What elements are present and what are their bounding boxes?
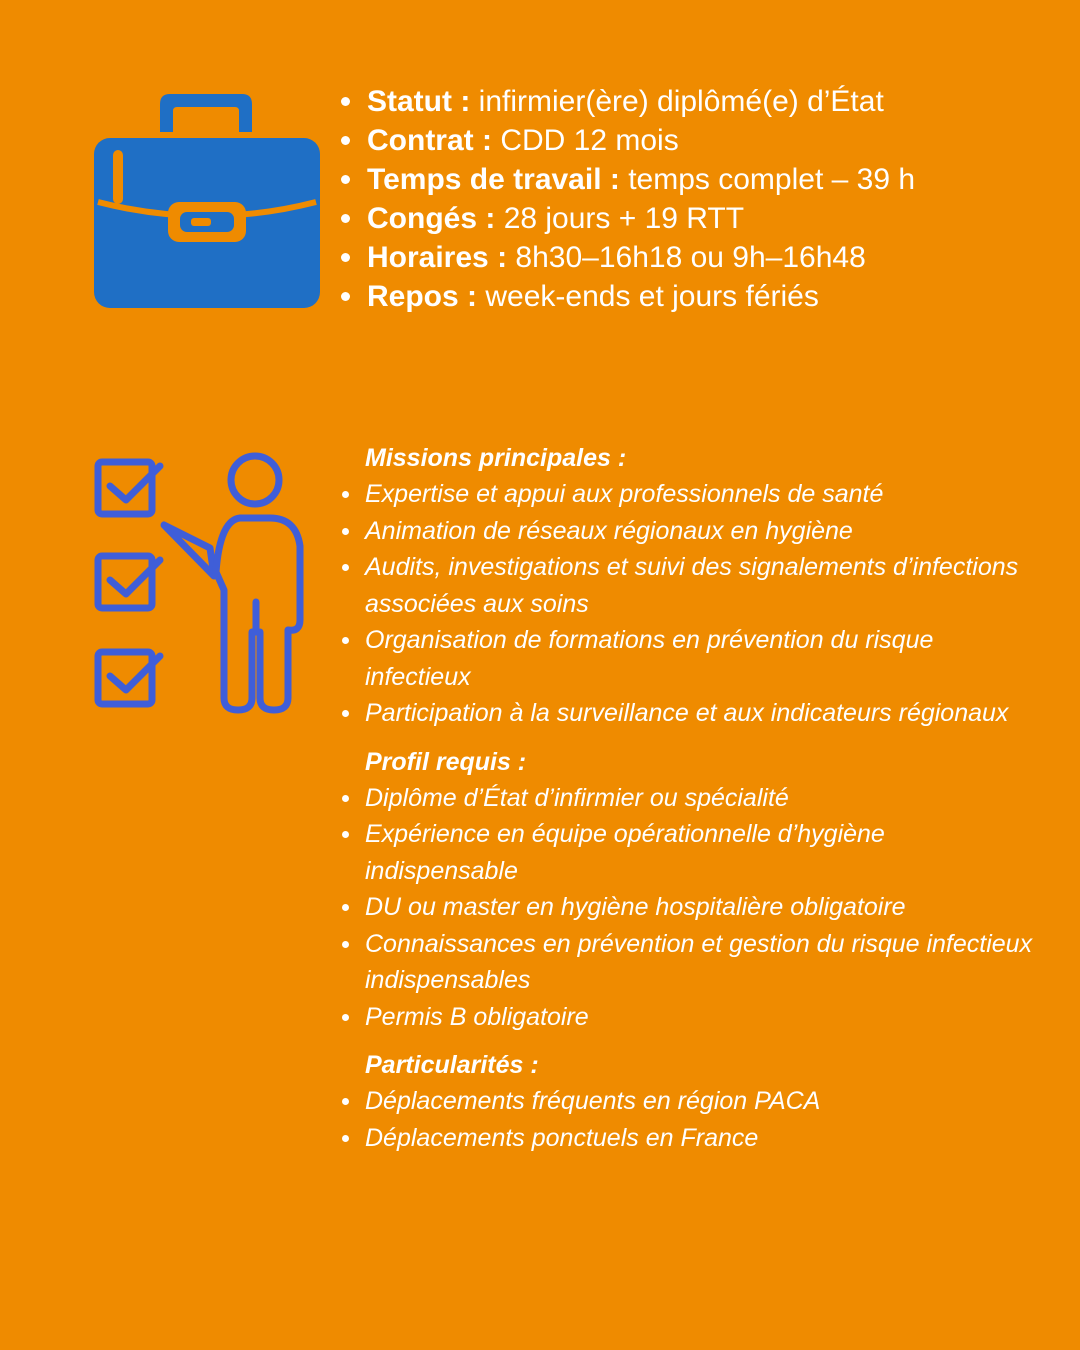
list-item: Animation de réseaux régionaux en hygiène — [338, 513, 1038, 550]
item-value: temps complet – 39 h — [628, 163, 916, 196]
briefcase-icon — [94, 92, 320, 308]
list-item: DU ou master en hygiène hospitalière obligatoire — [338, 889, 1038, 926]
item-label: Contrat : — [367, 124, 492, 157]
missions-list — [338, 476, 1038, 732]
profil-title: Profil requis : — [365, 747, 527, 776]
list-item: Connaissances en prévention et gestion du risque infectieux indispensables — [338, 926, 1038, 999]
profil-list — [338, 780, 1038, 1036]
particularites-title: Particularités : — [365, 1051, 539, 1079]
job-info-section — [338, 82, 1038, 316]
list-item: Expérience en équipe opérationnelle d’hygiène indispensable — [338, 816, 1038, 889]
job-info-list — [338, 82, 1038, 316]
item-label: Horaires : — [367, 241, 508, 274]
item-label: Temps de travail : — [367, 163, 620, 196]
item-value: CDD 12 mois — [500, 124, 679, 157]
item-value: week-ends et jours fériés — [485, 280, 819, 313]
list-item: Déplacements ponctuels en France — [338, 1120, 1038, 1157]
item-value: 8h30–16h18 ou 9h–16h48 — [515, 241, 866, 274]
list-item: Audits, investigations et suivi des signalements d’infections associées aux soins — [338, 549, 1038, 622]
list-item: Diplôme d’État d’infirmier ou spécialité — [338, 780, 1038, 817]
list-item: Permis B obligatoire — [338, 999, 1038, 1036]
item-label: Repos : — [367, 280, 478, 313]
job-info-item — [338, 121, 1038, 160]
item-label: Statut : — [367, 85, 471, 118]
list-item: Expertise et appui aux professionnels de santé — [338, 476, 1038, 513]
job-info-item — [338, 199, 1038, 238]
list-item: Organisation de formations en prévention du risque infectieux — [338, 622, 1038, 695]
list-item: Participation à la surveillance et aux indicateurs régionaux — [338, 695, 1038, 732]
item-value: infirmier(ère) diplômé(e) d’État — [478, 85, 884, 118]
job-info-item — [338, 277, 1038, 316]
missions-title: Missions principales : — [365, 444, 627, 472]
details-section — [338, 440, 1038, 1156]
presenter-checklist-icon — [92, 450, 312, 715]
job-info-item — [338, 238, 1038, 277]
list-item: Déplacements fréquents en région PACA — [338, 1083, 1038, 1120]
job-info-item — [338, 160, 1038, 199]
item-value: 28 jours + 19 RTT — [503, 202, 745, 235]
job-info-item — [338, 82, 1038, 121]
particularites-list — [338, 1083, 1038, 1156]
item-label: Congés : — [367, 202, 496, 235]
